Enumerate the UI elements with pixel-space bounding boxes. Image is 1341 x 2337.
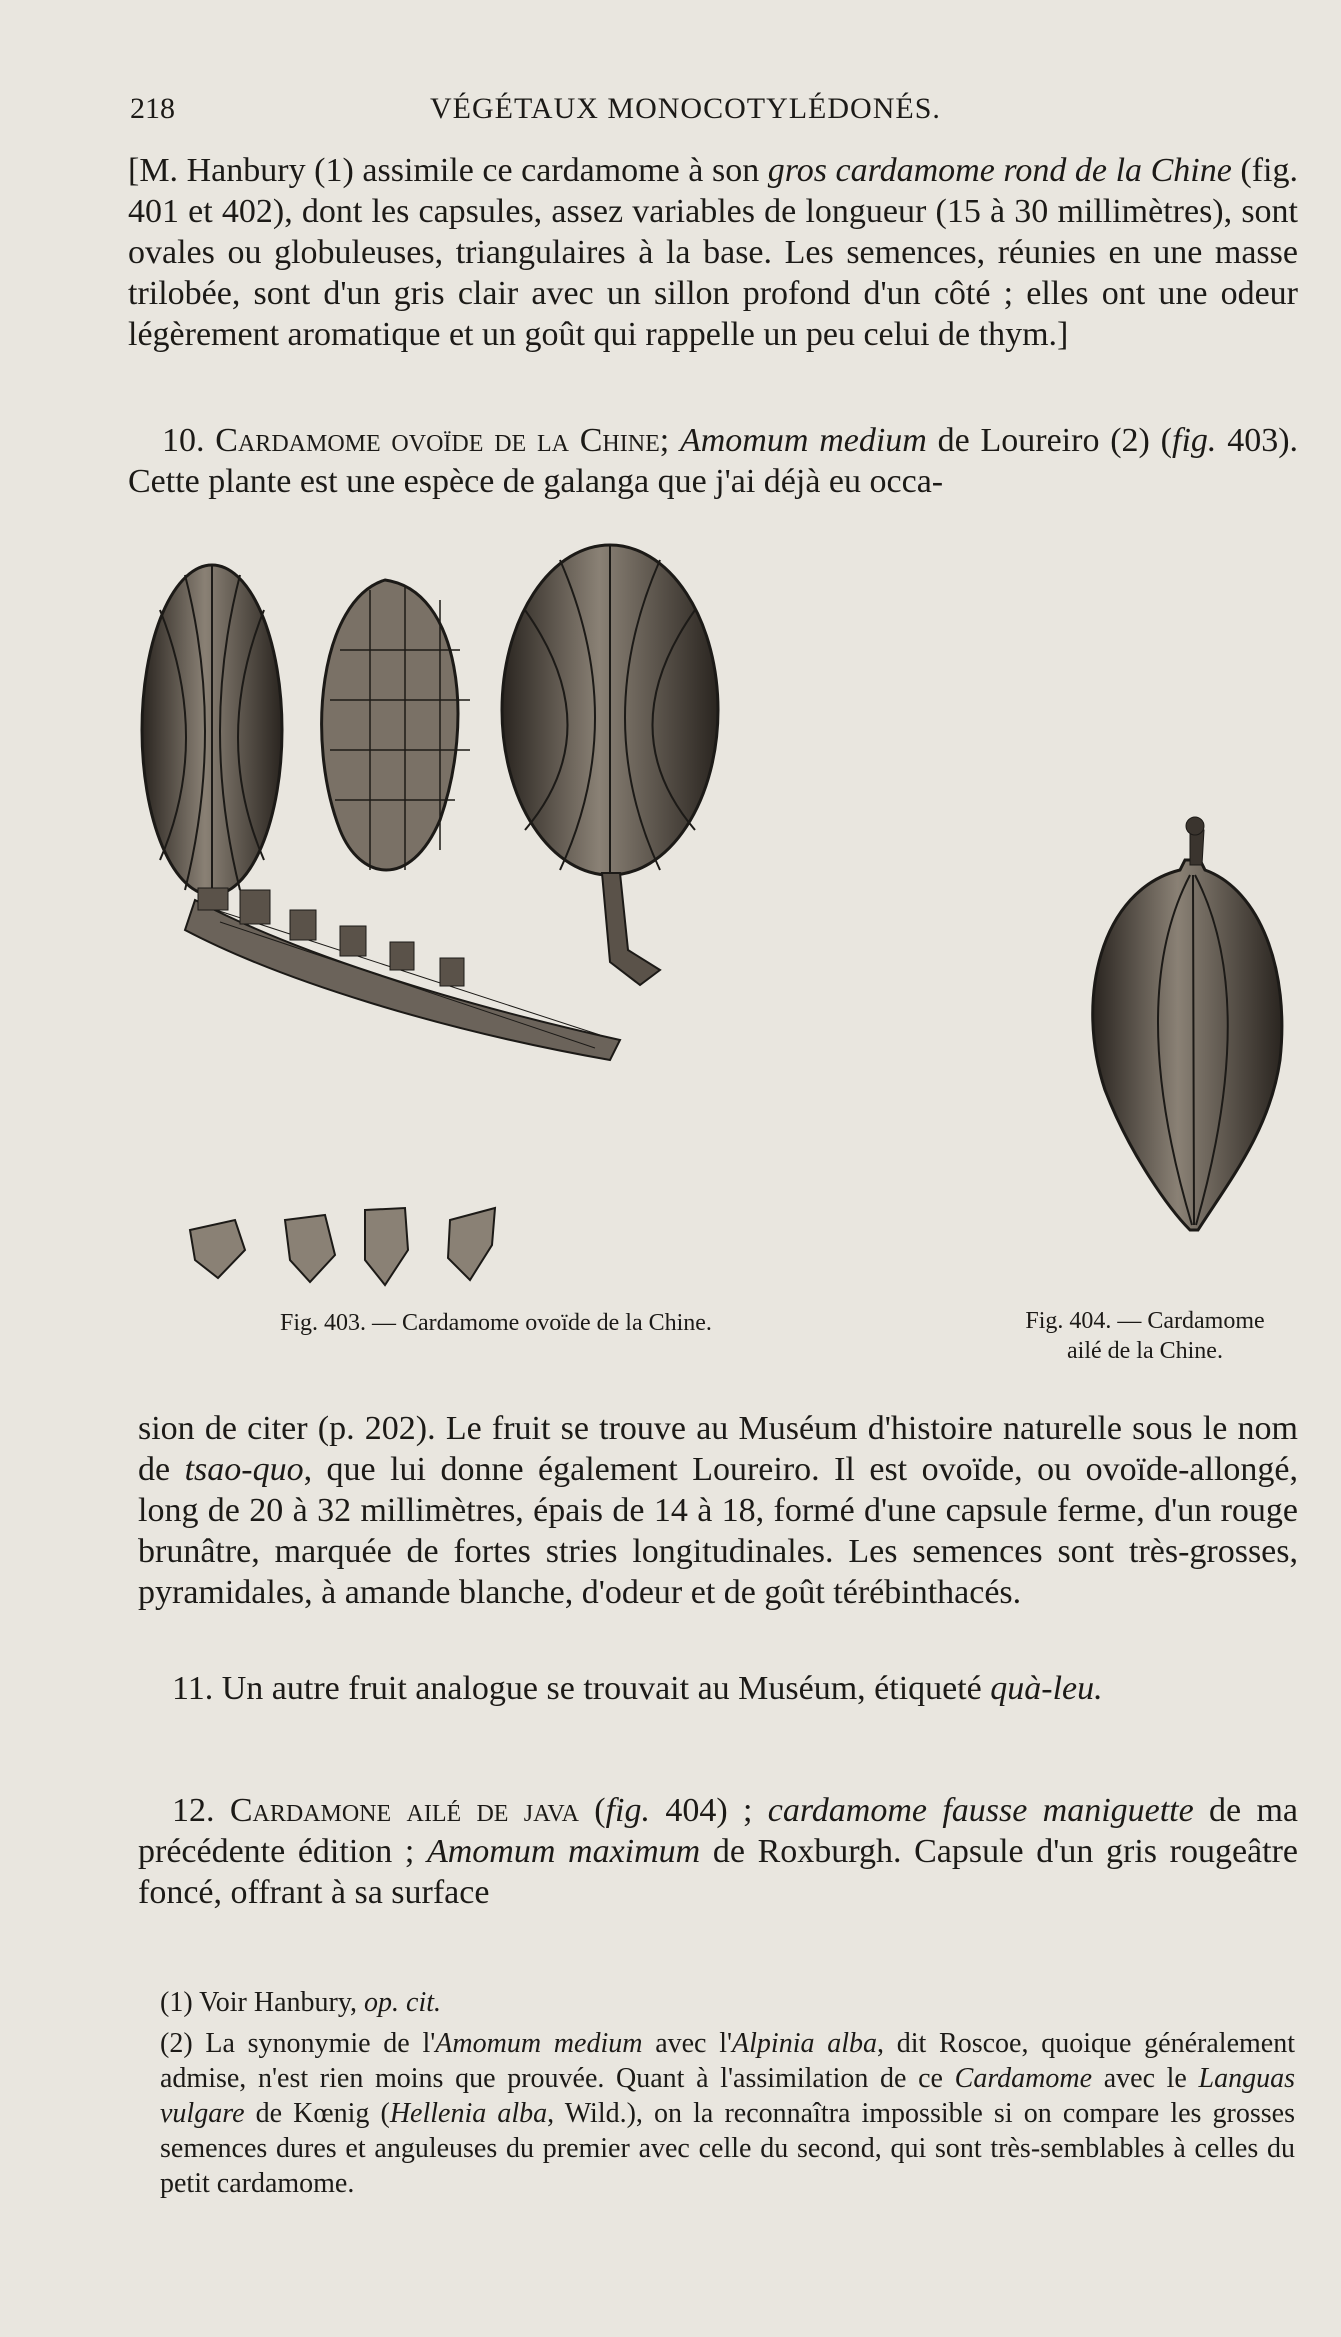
figure-404-caption [985,1306,1305,1366]
paragraph-item-10 [128,420,1298,502]
italic-span: op. cit. [364,1987,442,2018]
item-number: 12. [172,1792,215,1829]
italic-span: Hellenia alba [389,2098,548,2129]
italic-span: cardamome fausse maniguette [767,1792,1194,1829]
text-span: (1) Voir Hanbury, [160,1987,365,2018]
text-span: avec le [1092,2063,1199,2094]
text-span: de Kœnig ( [244,2098,390,2129]
text-span: 11. Un autre fruit analogue se trouvait au Muséum, étiqueté [172,1670,991,1707]
italic-span: gros cardamome rond de la Chine [767,152,1232,189]
fig403-capsule-left [142,565,282,910]
text-span: , dit Roscoe, quoique généralement admise, n'est rien moins que prouvée. Quant à l'assimilation de ce [160,2028,1295,2094]
page-number: 218 [130,92,175,125]
italic-span: fig. [605,1792,650,1829]
italic-span: tsao-quo [184,1451,304,1488]
paragraph-item-11 [138,1668,1298,1709]
text-span: avec l' [642,2028,733,2059]
text-span: de Roxburgh. Capsule d'un gris rougeâtre foncé, offrant à sa surface [138,1833,1298,1911]
italic-span: Amomum medium [679,422,927,459]
figure-403-caption: Fig. 403. — Cardamome ovoïde de la Chine. [280,1310,712,1336]
text-span: , que lui donne également Loureiro. Il est ovoïde, ou ovoïde-allongé, long de 20 à 32 millimètres, épais de 14 à 18, formé d'une capsule ferme, d'un rouge brunâtre, marquée de fortes stries longitudinales. Les semences sont très-grosses, pyramidales, à amande blanche, d'odeur et de goût térébinthacés. [138,1451,1298,1611]
text-span: ; [659,422,680,459]
footnote-1 [160,1985,1295,2020]
fig404-winged-capsule [1093,817,1282,1230]
fig403-seed-mass [322,580,470,870]
text-span: ( [578,1792,606,1829]
footnote-2 [160,2026,1295,2201]
botanical-engravings [140,530,1300,1370]
paragraph-hanbury [128,150,1298,355]
text-span: de Loureiro (2) ( [926,422,1172,459]
caption-line: ailé de la Chine. [1067,1338,1223,1364]
text-span: 404) ; [650,1792,768,1829]
italic-span: quà-leu. [990,1670,1103,1707]
running-title: VÉGÉTAUX MONOCOTYLÉDONÉS. [430,92,941,125]
text-span: 403). Cette plante est une espèce de galanga que j'ai déjà eu occa- [128,422,1299,500]
item-number: 10. [162,422,205,459]
italic-span: Amomum medium [435,2028,643,2059]
italic-span: Amomum maximum [426,1833,701,1870]
fig403-seeds [190,1208,495,1285]
italic-span: Languas vulgare [160,2063,1295,2129]
text-span: (2) La synonymie de l' [160,2028,436,2059]
text-span: sion de citer (p. 202). Le fruit se trouve au Muséum d'histoire naturelle sous le nom de [138,1410,1298,1488]
page-header [130,92,1281,132]
item-heading: Cardamome ovoïde de la Chine [215,422,660,459]
caption-line: Fig. 404. — Cardamome [1025,1308,1265,1334]
italic-span: Alpinia alba [732,2028,878,2059]
paragraph-item-12 [138,1790,1298,1913]
italic-span: fig. [1172,422,1217,459]
footnotes [160,1985,1295,2201]
item-heading: Cardamone ailé de java [229,1792,579,1829]
italic-span: Cardamome [954,2063,1093,2094]
text-span: [M. Hanbury (1) assimile ce cardamome à son [128,152,768,189]
text-span: (fig. 401 et 402), dont les capsules, assez variables de longueur (15 à 30 millimètres), sont ovales ou globuleuses, triangulaires à la base. Les semences, réunies en une masse trilobée, sont d'un gris clair avec un sillon profond d'un côté ; elles ont une odeur légèrement aromatique et un goût qui rappelle un peu celui de thym.] [128,152,1299,353]
text-span: , Wild.), on la reconnaîtra impossible si on compare les grosses semences dures et anguleuses du premier avec celle du second, qui sont très-semblables à celles du petit cardamome. [160,2098,1295,2199]
stem-illustration [185,890,620,1060]
fig403-capsule-right [502,545,718,985]
text-span: de ma précédente édition ; [138,1792,1298,1870]
paragraph-tsao-quo [138,1408,1298,1613]
